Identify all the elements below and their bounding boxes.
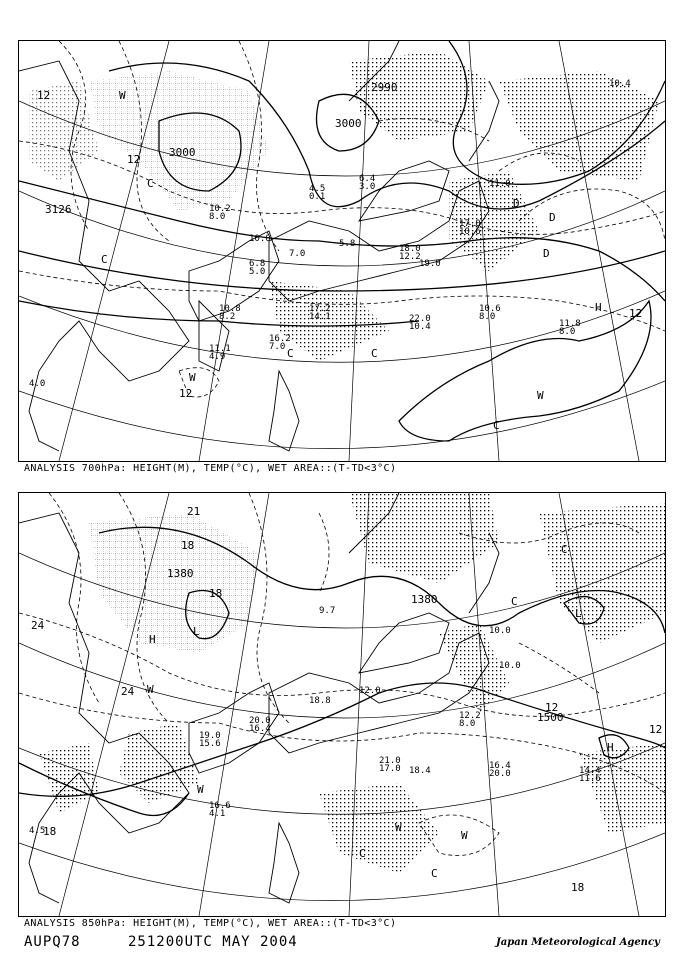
contour-label: 24 (121, 685, 135, 698)
svg-text:9.7: 9.7 (319, 606, 336, 616)
contour-label: 18 (43, 825, 57, 838)
center-marker: C (147, 177, 154, 190)
center-marker: W (189, 371, 196, 384)
center-marker: W (147, 683, 154, 696)
map-850hpa (19, 493, 665, 916)
svg-text:7.0: 7.0 (289, 249, 306, 259)
center-marker: W (537, 389, 544, 402)
contour-label: 18 (181, 539, 195, 552)
svg-text:11.8: 11.8 (559, 319, 581, 329)
wet-area (89, 513, 259, 653)
svg-text:5.0: 5.0 (249, 267, 266, 277)
center-marker: C (511, 595, 518, 608)
contour-label: 3000 (335, 117, 362, 130)
svg-text:16.4: 16.4 (489, 761, 511, 771)
svg-text:10.6: 10.6 (459, 227, 481, 237)
wet-area (499, 71, 659, 181)
contour-label: 1380 (411, 593, 438, 606)
svg-text:22.0: 22.0 (409, 314, 431, 324)
wet-area (89, 71, 269, 211)
center-marker: C (561, 543, 568, 556)
contour-label: 1380 (167, 567, 194, 580)
svg-text:12.0: 12.0 (359, 686, 381, 696)
center-marker: C (371, 347, 378, 360)
center-marker: D (549, 211, 556, 224)
svg-text:18.8: 18.8 (309, 696, 331, 706)
svg-text:3.0: 3.0 (359, 182, 376, 192)
svg-text:4.0: 4.0 (29, 379, 46, 389)
contour-label: 21 (187, 505, 201, 518)
wet-area (319, 783, 439, 873)
wet-area (579, 743, 665, 833)
contour-label: 24 (31, 619, 45, 632)
wet-area (39, 743, 99, 813)
chart-700hpa (18, 40, 666, 462)
contour-label: 3126 (45, 203, 72, 216)
svg-text:8.0: 8.0 (479, 312, 496, 322)
svg-text:20.0: 20.0 (249, 716, 271, 726)
svg-text:16.4: 16.4 (249, 724, 271, 734)
svg-text:16.2: 16.2 (269, 334, 291, 344)
svg-text:10.6: 10.6 (479, 304, 501, 314)
svg-text:8.0: 8.0 (559, 327, 576, 337)
svg-text:17.2: 17.2 (309, 304, 331, 314)
center-marker: H (607, 741, 614, 754)
contour-label: 12 (629, 307, 643, 320)
chart-code: AUPQ78 (24, 934, 81, 950)
svg-text:10.4: 10.4 (609, 79, 631, 89)
svg-text:7.0: 7.0 (269, 342, 286, 352)
svg-text:11.1: 11.1 (209, 344, 231, 354)
svg-text:10.0: 10.0 (499, 661, 521, 671)
center-marker: W (461, 829, 468, 842)
svg-text:4.9: 4.9 (209, 352, 226, 362)
center-marker: W (197, 783, 204, 796)
svg-text:21.0: 21.0 (379, 756, 401, 766)
chart-850hpa (18, 492, 666, 917)
center-marker: C (493, 419, 500, 432)
svg-text:20.0: 20.0 (489, 769, 511, 779)
center-marker: W (395, 821, 402, 834)
svg-text:10.0: 10.0 (489, 626, 511, 636)
center-marker: C (359, 847, 366, 860)
wet-area (349, 493, 499, 583)
wet-area (119, 723, 199, 803)
center-marker: L (193, 625, 200, 638)
svg-text:5.8: 5.8 (339, 239, 356, 249)
wet-area (349, 51, 489, 141)
center-marker: L (575, 607, 582, 620)
svg-text:4.1: 4.1 (209, 809, 226, 819)
svg-text:16.6: 16.6 (209, 801, 231, 811)
contour-label: 12 (127, 153, 141, 166)
wet-area (539, 503, 665, 643)
center-marker: D (543, 247, 550, 260)
svg-text:18.0: 18.0 (399, 244, 421, 254)
caption-850hpa: ANALYSIS 850hPa: HEIGHT(M), TEMP(°C), WET AREA::(T-TD<3°C) (24, 918, 397, 929)
contour-label: 12 (545, 701, 559, 714)
map-700hpa (19, 41, 665, 461)
agency-name: Japan Meteorological Agency (496, 937, 660, 948)
contour-label: 2990 (371, 81, 398, 94)
svg-text:4.5: 4.5 (309, 184, 326, 194)
svg-text:0.1: 0.1 (309, 192, 326, 202)
contour-label: 12 (649, 723, 663, 736)
center-marker: C (287, 347, 294, 360)
svg-text:10.8: 10.8 (219, 304, 241, 314)
svg-text:12.2: 12.2 (399, 252, 421, 262)
svg-text:8.0: 8.0 (209, 212, 226, 222)
svg-text:10.0: 10.0 (249, 234, 271, 244)
center-marker: C (431, 867, 438, 880)
center-marker: D (513, 197, 520, 210)
contour-label: 18 (209, 587, 223, 600)
svg-text:17.0: 17.0 (379, 764, 401, 774)
contour-label: 3000 (169, 146, 196, 159)
contour-label: 12 (179, 387, 193, 400)
svg-text:18.4: 18.4 (409, 766, 431, 776)
svg-text:15.6: 15.6 (199, 739, 221, 749)
svg-text:11.6: 11.6 (579, 774, 601, 784)
center-marker: H (149, 633, 156, 646)
svg-text:14.4: 14.4 (579, 766, 601, 776)
center-marker: H (595, 301, 602, 314)
center-marker: C (101, 253, 108, 266)
svg-text:12.2: 12.2 (459, 711, 481, 721)
svg-text:19.0: 19.0 (419, 259, 441, 269)
svg-text:8.0: 8.0 (459, 719, 476, 729)
center-marker: W (119, 89, 126, 102)
analysis-time: 251200UTC MAY 2004 (128, 934, 298, 950)
svg-text:14.1: 14.1 (309, 312, 331, 322)
caption-700hpa: ANALYSIS 700hPa: HEIGHT(M), TEMP(°C), WET AREA::(T-TD<3°C) (24, 463, 397, 474)
contour-label: 12 (37, 89, 51, 102)
contour-label: 1500 (537, 711, 564, 724)
svg-text:11.0: 11.0 (489, 179, 511, 189)
svg-text:6.8: 6.8 (249, 259, 266, 269)
svg-text:17.0: 17.0 (459, 219, 481, 229)
svg-text:10.2: 10.2 (209, 204, 231, 214)
svg-text:10.4: 10.4 (409, 322, 431, 332)
svg-text:19.0: 19.0 (199, 731, 221, 741)
svg-text:6.4: 6.4 (359, 174, 376, 184)
svg-text:4.5: 4.5 (29, 826, 46, 836)
svg-text:8.2: 8.2 (219, 312, 236, 322)
contour-label: 18 (571, 881, 585, 894)
